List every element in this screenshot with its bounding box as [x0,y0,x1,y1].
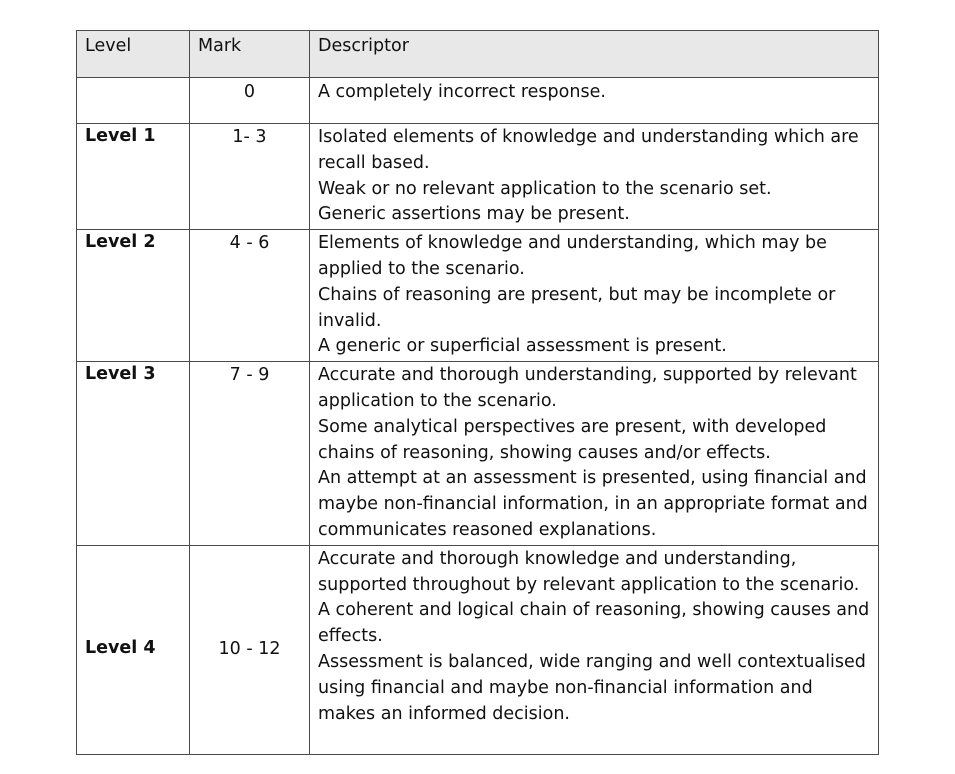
descriptor-cell [310,230,879,362]
descriptor-line: Chains of reasoning are present, but may be incomplete or invalid. [318,284,836,331]
descriptor-line: A coherent and logical chain of reasoning, showing causes and effects. [318,600,870,647]
descriptor-line: Assessment is balanced, wide ranging and well contextualised using financial and maybe non-financial information and makes an informed decision. [318,651,866,724]
descriptor-cell [310,124,879,230]
descriptor-line: An attempt at an assessment is presented, using financial and maybe non-financial information, in an appropriate format and communicates reasoned explanations. [318,468,868,540]
table-row [77,362,879,546]
level-cell: Level 1 [77,124,190,230]
table-row [77,124,879,230]
mark-cell: 4 - 6 [190,230,310,362]
descriptor-cell [310,78,879,124]
descriptor-cell [310,362,879,546]
table-row [77,230,879,362]
mark-cell: 0 [190,78,310,124]
descriptor-line: A completely incorrect response. [318,82,606,102]
level-cell [77,78,190,124]
mark-column-header: Mark [190,31,310,78]
descriptor-line: Some analytical perspectives are present, with developed chains of reasoning, showing causes and/or effects. [318,416,827,463]
descriptor-column-header: Descriptor [310,31,879,78]
descriptor-cell [310,545,879,754]
descriptor-line: Weak or no relevant application to the scenario set. [318,178,772,199]
header-row [77,31,879,78]
descriptor-line: Isolated elements of knowledge and understanding which are recall based. [318,127,859,173]
descriptor-line: Elements of knowledge and understanding, which may be applied to the scenario. [318,233,827,279]
mark-cell: 7 - 9 [190,362,310,546]
level-cell: Level 2 [77,230,190,362]
descriptor-line: Accurate and thorough understanding, supported by relevant application to the scenario. [318,365,857,411]
level-column-header: Level [77,31,190,78]
mark-cell: 1- 3 [190,124,310,230]
level-cell: Level 3 [77,362,190,546]
mark-cell: 10 - 12 [190,545,310,754]
descriptor-line: A generic or superficial assessment is present. [318,336,727,357]
descriptor-line: Accurate and thorough knowledge and understanding, supported throughout by relevant application to the scenario. [318,548,860,595]
mark-scheme-table [76,30,879,755]
level-cell: Level 4 [77,545,190,754]
table-row [77,78,879,124]
descriptor-line: Generic assertions may be present. [318,204,630,225]
table-row [77,545,879,754]
